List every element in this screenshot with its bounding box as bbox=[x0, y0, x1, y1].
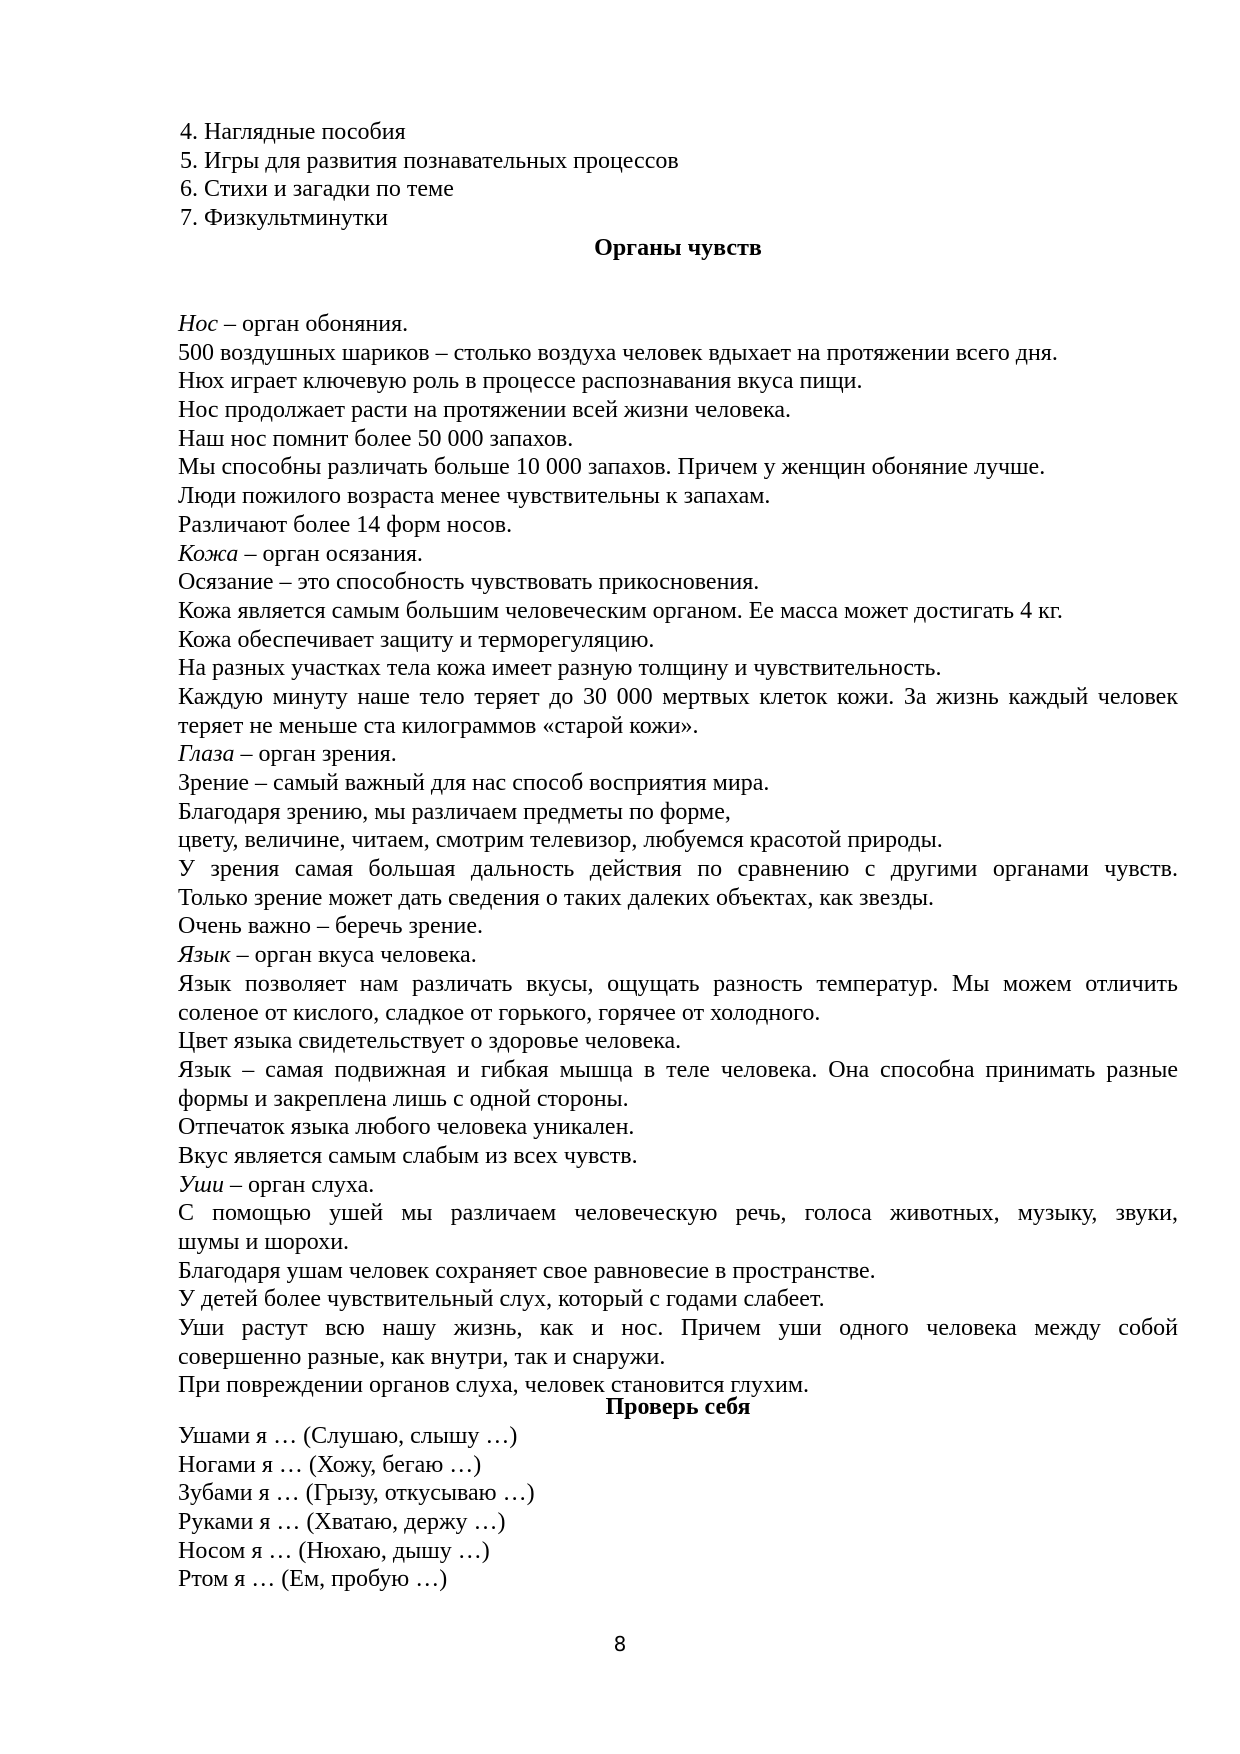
text-line: Нос продолжает расти на протяжении всей жизни человека. bbox=[178, 397, 792, 424]
organ-heading-line bbox=[178, 740, 1178, 769]
organ-heading-line bbox=[178, 310, 1178, 339]
organ-heading-line bbox=[178, 1171, 1178, 1200]
organ-definition: – орган вкуса человека. bbox=[230, 942, 477, 969]
list-item: 5. Игры для развития познавательных процессов bbox=[180, 147, 679, 174]
organ-definition: – орган осязания. bbox=[238, 540, 423, 567]
organ-term: Кожа bbox=[178, 540, 239, 567]
text-line: Люди пожилого возраста менее чувствительны к запахам. bbox=[178, 483, 771, 510]
list-item: 6. Стихи и загадки по теме bbox=[180, 176, 454, 203]
text-line: С помощью ушей мы различаем человеческую речь, голоса животных, музыку, звуки, bbox=[178, 1200, 1178, 1227]
organ-heading-line bbox=[178, 941, 1178, 970]
organ-definition: – орган зрения. bbox=[234, 741, 397, 768]
text-line: совершенно разные, как внутри, так и снаружи. bbox=[178, 1343, 666, 1370]
text-line: соленое от кислого, сладкое от горького, горячее от холодного. bbox=[178, 999, 821, 1026]
text-line: На разных участках тела кожа имеет разную толщину и чувствительность. bbox=[178, 655, 942, 682]
check-list bbox=[178, 1422, 1178, 1594]
check-item: Ногами я … (Хожу, бегаю …) bbox=[178, 1451, 482, 1478]
text-line: Вкус является самым слабым из всех чувств. bbox=[178, 1142, 638, 1169]
check-title: Проверь себя bbox=[605, 1394, 751, 1420]
text-line: Цвет языка свидетельствует о здоровье человека. bbox=[178, 1028, 682, 1055]
text-line: У детей более чувствительный слух, который с годами слабеет. bbox=[178, 1286, 825, 1313]
check-item: Носом я … (Нюхаю, дышу …) bbox=[178, 1537, 490, 1564]
text-line: шумы и шорохи. bbox=[178, 1229, 350, 1255]
check-item: Ртом я … (Ем, пробую …) bbox=[178, 1566, 448, 1593]
organ-definition: – орган слуха. bbox=[223, 1171, 375, 1198]
text-line: Уши растут всю нашу жизнь, как и нос. Причем уши одного человека между собой bbox=[178, 1315, 1178, 1342]
organ-definition: – орган обоняния. bbox=[217, 311, 409, 337]
text-line: Кожа обеспечивает защиту и терморегуляцию. bbox=[178, 626, 655, 653]
list-item: 7. Физкультминутки bbox=[180, 205, 388, 232]
text-line: теряет не меньше ста килограммов «старой кожи». bbox=[178, 712, 699, 739]
text-line: Нюх играет ключевую роль в процессе распознавания вкуса пищи. bbox=[178, 368, 863, 395]
section-title: Органы чувств bbox=[594, 235, 762, 261]
organ-term: Язык bbox=[178, 942, 231, 969]
text-line: Только зрение может дать сведения о таких далеких объектах, как звезды. bbox=[178, 884, 935, 911]
organ-term: Нос bbox=[178, 311, 218, 337]
text-line: Кожа является самым большим человеческим органом. Ее масса может достигать 4 кг. bbox=[178, 597, 1063, 624]
body-text bbox=[178, 310, 1178, 1400]
list-item: 4. Наглядные пособия bbox=[180, 119, 406, 145]
text-line: 500 воздушных шариков – столько воздуха человек вдыхает на протяжении всего дня. bbox=[178, 339, 1058, 366]
text-line: Наш нос помнит более 50 000 запахов. bbox=[178, 425, 574, 452]
organ-term: Уши bbox=[178, 1171, 224, 1198]
text-line: Благодаря ушам человек сохраняет свое равновесие в пространстве. bbox=[178, 1257, 876, 1284]
organ-heading-line bbox=[178, 540, 1178, 569]
text-line: формы и закреплена лишь с одной стороны. bbox=[178, 1085, 629, 1112]
text-line: Осязание – это способность чувствовать прикосновения. bbox=[178, 569, 760, 596]
text-line: цвету, величине, читаем, смотрим телевизор, любуемся красотой природы. bbox=[178, 827, 943, 854]
text-line: Зрение – самый важный для нас способ восприятия мира. bbox=[178, 770, 770, 796]
text-line: Благодаря зрению, мы различаем предметы по форме, bbox=[178, 798, 731, 825]
check-item: Зубами я … (Грызу, откусываю …) bbox=[178, 1480, 535, 1507]
organ-term: Глаза bbox=[178, 741, 235, 768]
text-line: При повреждении органов слуха, человек становится глухим. bbox=[178, 1372, 810, 1399]
page-number: 8 bbox=[613, 1632, 627, 1656]
text-line: Отпечаток языка любого человека уникален. bbox=[178, 1114, 635, 1141]
text-line: У зрения самая большая дальность действия по сравнению с другими органами чувств. bbox=[178, 856, 1178, 883]
text-line: Мы способны различать больше 10 000 запахов. Причем у женщин обоняние лучше. bbox=[178, 454, 1046, 481]
text-line: Различают более 14 форм носов. bbox=[178, 511, 513, 538]
text-line: Каждую минуту наше тело теряет до 30 000 мертвых клеток кожи. За жизнь каждый человек bbox=[178, 683, 1178, 710]
materials-list bbox=[180, 118, 1080, 233]
text-line: Язык позволяет нам различать вкусы, ощущать разность температур. Мы можем отличить bbox=[178, 970, 1178, 997]
text-line: Язык – самая подвижная и гибкая мышца в теле человека. Она способна принимать разные bbox=[178, 1056, 1178, 1083]
check-item: Ушами я … (Слушаю, слышу …) bbox=[178, 1423, 518, 1449]
text-line: Очень важно – беречь зрение. bbox=[178, 913, 484, 940]
check-item: Руками я … (Хватаю, держу …) bbox=[178, 1509, 506, 1536]
